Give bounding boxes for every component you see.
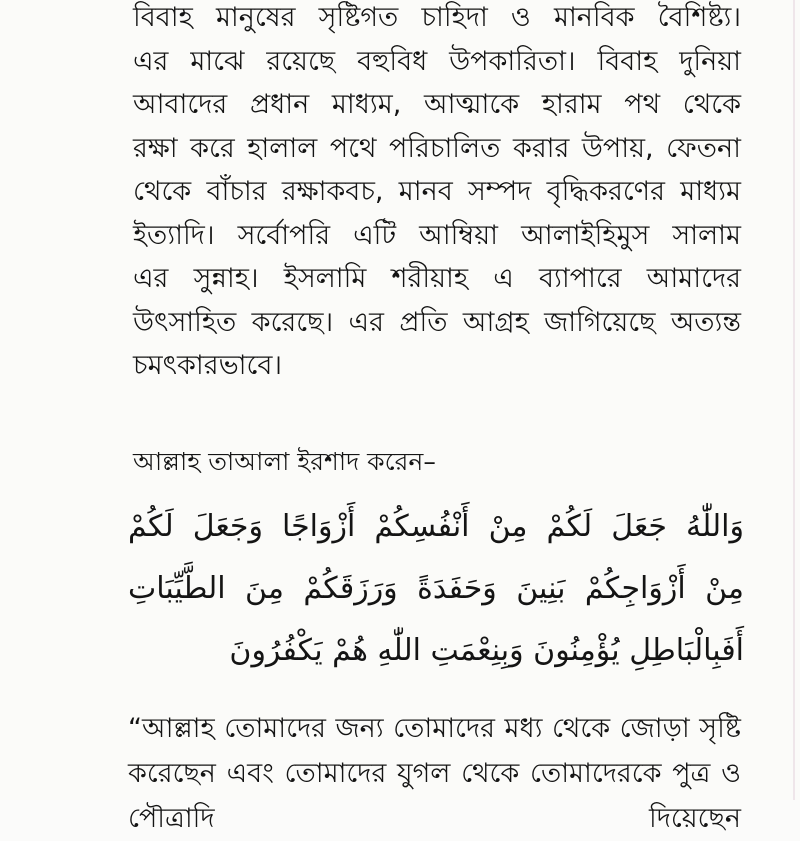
- paragraph-line: থেকে বাঁচার রক্ষাকবচ, মানব সম্পদ বৃদ্ধিকরণের মাধ্যম: [133, 176, 741, 207]
- arabic-verse-line: مِنْ أَزْوَاجِكُمْ بَنِينَ وَحَفَدَةً وَرَزَقَكُمْ مِنَ الطَّيِّبَاتِ: [128, 571, 744, 606]
- page-edge-line: [793, 0, 795, 800]
- paragraph-line: এর সুন্নাহ। ইসলামি শরীয়াহ এ ব্যাপারে আমাদের: [133, 263, 741, 294]
- arabic-verse: [128, 496, 744, 682]
- paragraph-line: ইত্যাদি। সর্বোপরি এটি আম্বিয়া আলাইহিমুস সালাম: [133, 219, 741, 251]
- translation-line: করেছেন এবং তোমাদের যুগল থেকে তোমাদেরকে পুত্র ও: [128, 758, 741, 789]
- translation-line: “আল্লাহ তোমাদের জন্য তোমাদের মধ্য থেকে জোড়া সৃষ্টি: [128, 713, 741, 744]
- paragraph-line: এর মাঝে রয়েছে বহুবিধ উপকারিতা। বিবাহ দুনিয়া: [133, 45, 741, 77]
- paragraph-line: উৎসাহিত করেছে। এর প্রতি আগ্রহ জাগিয়েছে অত্যন্ত: [133, 306, 741, 338]
- translation-line: পৌত্রাদি দিয়েছেন: [128, 803, 741, 834]
- paragraph-marriage-intro: [133, 0, 741, 388]
- paragraph-line: রক্ষা করে হালাল পথে পরিচালিত করার উপায়, ফেতনা: [133, 132, 741, 164]
- paragraph-line: আবাদের প্রধান মাধ্যম, আত্মাকে হারাম পথ থেকে: [133, 89, 741, 120]
- paragraph-line: চমৎকারভাবে।: [133, 350, 283, 381]
- verse-intro-line: আল্লাহ তাআলা ইরশাদ করেন–: [133, 447, 436, 476]
- verse-translation: [128, 706, 741, 841]
- arabic-verse-line: وَاللّٰهُ جَعَلَ لَكُمْ مِنْ أَنْفُسِكُمْ أَزْوَاجًا وَجَعَلَ لَكُمْ: [128, 509, 744, 544]
- paragraph-line: বিবাহ মানুষের সৃষ্টিগত চাহিদা ও মানবিক বৈশিষ্ট্য।: [133, 2, 741, 33]
- arabic-verse-line: أَفَبِالْبَاطِلِ يُؤْمِنُونَ وَبِنِعْمَتِ اللّٰهِ هُمْ يَكْفُرُونَ: [229, 633, 744, 668]
